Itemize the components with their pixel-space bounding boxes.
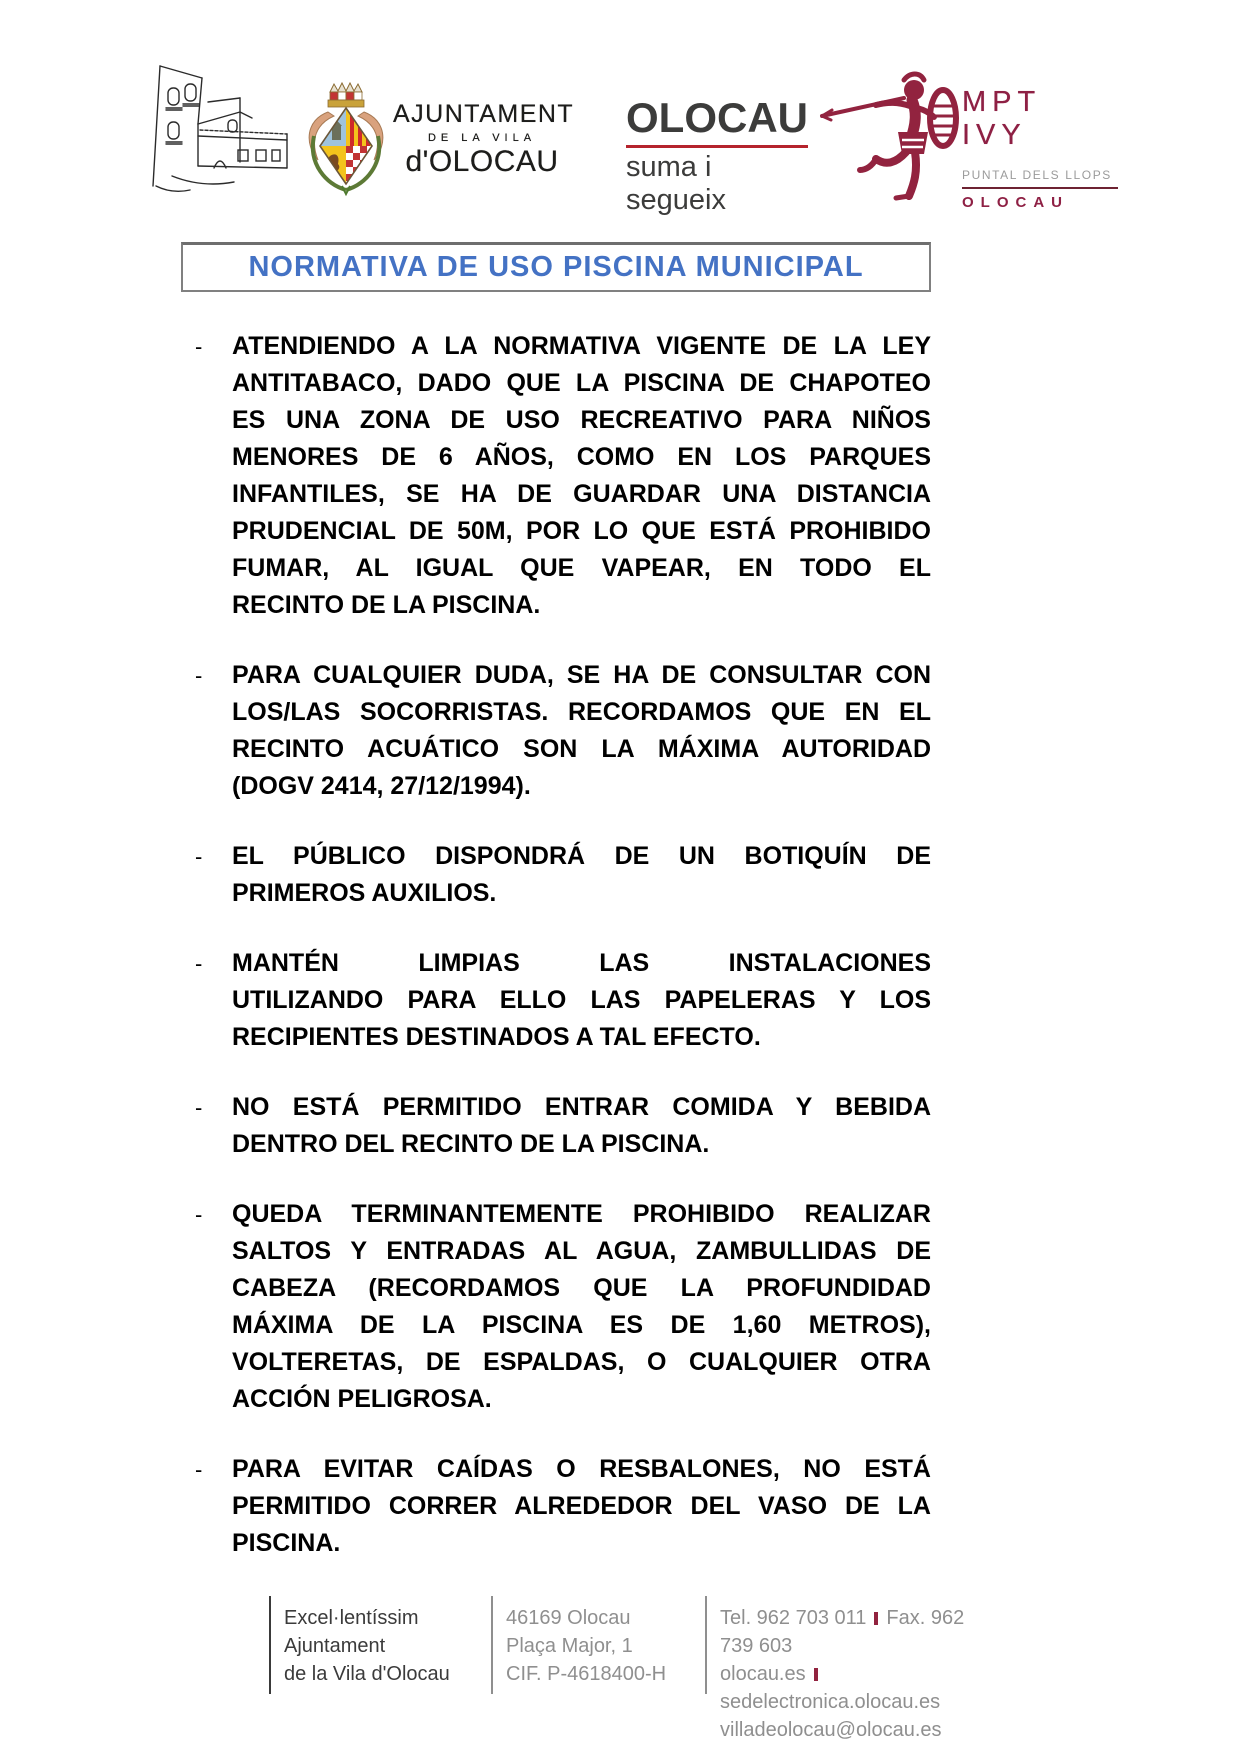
rule-dash-marker: -	[195, 1202, 203, 1227]
rule-dash-marker: -	[195, 951, 203, 976]
document-title-box	[181, 242, 931, 292]
rule-item	[181, 657, 931, 805]
rule-line: VOLTERETAS, DE ESPALDAS, O CUALQUIER OTRA	[232, 1348, 931, 1376]
footer-address-line: CIF. P-4618400-H	[506, 1663, 667, 1685]
rule-line: ACCIÓN PELIGROSA.	[232, 1385, 492, 1413]
footer-address-column	[491, 1596, 691, 1694]
rule-dash-marker: -	[195, 1095, 203, 1120]
village-sketch-icon	[142, 58, 297, 198]
footer-contact-text: villadeolocau@olocau.es	[720, 1719, 942, 1741]
footer-contact-text: sedelectronica.olocau.es	[720, 1691, 941, 1713]
rules-list	[181, 328, 931, 1595]
rule-line: DENTRO DEL RECINTO DE LA PISCINA.	[232, 1130, 710, 1158]
footer-contact-column	[705, 1596, 995, 1741]
footer-contact-text: Fax. 962 739 603	[720, 1607, 965, 1657]
red-separator-icon	[814, 1668, 818, 1681]
rule-line: PERMITIDO CORRER ALREDEDOR DEL VASO DE LA	[232, 1492, 931, 1520]
puntal-town-name: OLOCAU	[962, 194, 1069, 211]
rule-item	[181, 1451, 931, 1562]
olocau-wordmark	[626, 94, 816, 217]
rule-lines	[232, 1451, 931, 1562]
rule-dash-marker: -	[195, 663, 203, 688]
rule-line: PARA EVITAR CAÍDAS O RESBALONES, NO ESTÁ	[232, 1455, 931, 1483]
coat-of-arms-icon	[298, 78, 394, 198]
rule-line: RECINTO DE LA PISCINA.	[232, 591, 541, 619]
rule-item	[181, 1196, 931, 1418]
rule-line: LOS/LAS SOCORRISTAS. RECORDAMOS QUE EN EL	[232, 698, 931, 726]
puntal-divider	[962, 187, 1118, 189]
rule-dash-marker: -	[195, 1457, 203, 1482]
rule-dash-marker: -	[195, 334, 203, 359]
rule-line: ANTITABACO, DADO QUE LA PISCINA DE CHAPOTEO	[232, 369, 931, 397]
rule-line: EL PÚBLICO DISPONDRÁ DE UN BOTIQUÍN DE	[232, 842, 931, 870]
rule-item	[181, 945, 931, 1056]
rule-line: PRUDENCIAL DE 50M, POR LO QUE ESTÁ PROHIBIDO	[232, 517, 931, 545]
rule-lines	[232, 328, 931, 624]
footer-contact-line	[720, 1660, 995, 1716]
rule-line: ATENDIENDO A LA NORMATIVA VIGENTE DE LA LEY	[232, 332, 931, 360]
page-title: NORMATIVA DE USO PISCINA MUNICIPAL	[248, 251, 864, 283]
rule-line: INFANTILES, SE HA DE GUARDAR UNA DISTANCIA	[232, 480, 931, 508]
rule-line: NO ESTÁ PERMITIDO ENTRAR COMIDA Y BEBIDA	[232, 1093, 931, 1121]
rule-line: FUMAR, AL IGUAL QUE VAPEAR, EN TODO EL	[232, 554, 931, 582]
footer-org-line: Excel·lentíssim	[284, 1607, 419, 1629]
footer-org-column	[269, 1596, 474, 1694]
rule-line: MENORES DE 6 AÑOS, COMO EN LOS PARQUES	[232, 443, 931, 471]
rule-item	[181, 1089, 931, 1163]
ajuntament-wordmark	[393, 100, 575, 179]
rule-line: PRIMEROS AUXILIOS.	[232, 879, 497, 907]
puntal-site-name: PUNTAL DELS LLOPS	[962, 168, 1112, 182]
footer-org-line: de la Vila d'Olocau	[284, 1663, 450, 1685]
rule-line: MÁXIMA DE LA PISCINA ES DE 1,60 METROS),	[232, 1311, 931, 1339]
rule-line: ES UNA ZONA DE USO RECREATIVO PARA NIÑOS	[232, 406, 931, 434]
rule-lines	[232, 838, 931, 912]
rule-line: QUEDA TERMINANTEMENTE PROHIBIDO REALIZAR	[232, 1200, 931, 1228]
ajuntament-line2: DE LA VILA	[427, 132, 537, 144]
footer-contact-line	[720, 1716, 995, 1744]
footer-contact-text: Tel. 962 703 011	[720, 1607, 867, 1629]
ajuntament-line1: AJUNTAMENT	[393, 100, 575, 128]
red-separator-icon	[874, 1612, 878, 1625]
rule-lines	[232, 945, 931, 1056]
footer-contact-line	[720, 1604, 995, 1660]
olocau-logo-name: OLOCAU	[626, 94, 808, 148]
olocau-logo-tagline: suma i segueix	[626, 151, 726, 216]
rule-line: RECIPIENTES DESTINADOS A TAL EFECTO.	[232, 1023, 761, 1051]
footer-contact-text: olocau.es	[720, 1663, 806, 1685]
rule-line: PISCINA.	[232, 1529, 341, 1557]
rule-line: SALTOS Y ENTRADAS AL AGUA, ZAMBULLIDAS DE	[232, 1237, 931, 1265]
rule-lines	[232, 1196, 931, 1418]
rule-lines	[232, 657, 931, 805]
rule-dash-marker: -	[195, 844, 203, 869]
rule-item	[181, 838, 931, 912]
rule-lines	[232, 1089, 931, 1163]
rule-item	[181, 328, 931, 624]
rule-line: (DOGV 2414, 27/12/1994).	[232, 772, 531, 800]
footer-org-line: Ajuntament	[284, 1635, 386, 1657]
iberian-script-text: MPT IVY	[962, 86, 1041, 151]
footer-address-line: 46169 Olocau	[506, 1607, 631, 1629]
puntal-dels-llops-wordmark	[962, 86, 1118, 211]
ajuntament-line3: d'OLOCAU	[405, 145, 559, 178]
rule-line: CABEZA (RECORDAMOS QUE LA PROFUNDIDAD	[232, 1274, 931, 1302]
rule-line: PARA CUALQUIER DUDA, SE HA DE CONSULTAR CON	[232, 661, 931, 689]
rule-line: MANTÉN LIMPIAS LAS INSTALACIONES	[232, 949, 931, 977]
iberian-warrior-icon	[818, 60, 968, 202]
footer-address-line: Plaça Major, 1	[506, 1635, 633, 1657]
rule-line: RECINTO ACUÁTICO SON LA MÁXIMA AUTORIDAD	[232, 735, 931, 763]
rule-line: UTILIZANDO PARA ELLO LAS PAPELERAS Y LOS	[232, 986, 931, 1014]
